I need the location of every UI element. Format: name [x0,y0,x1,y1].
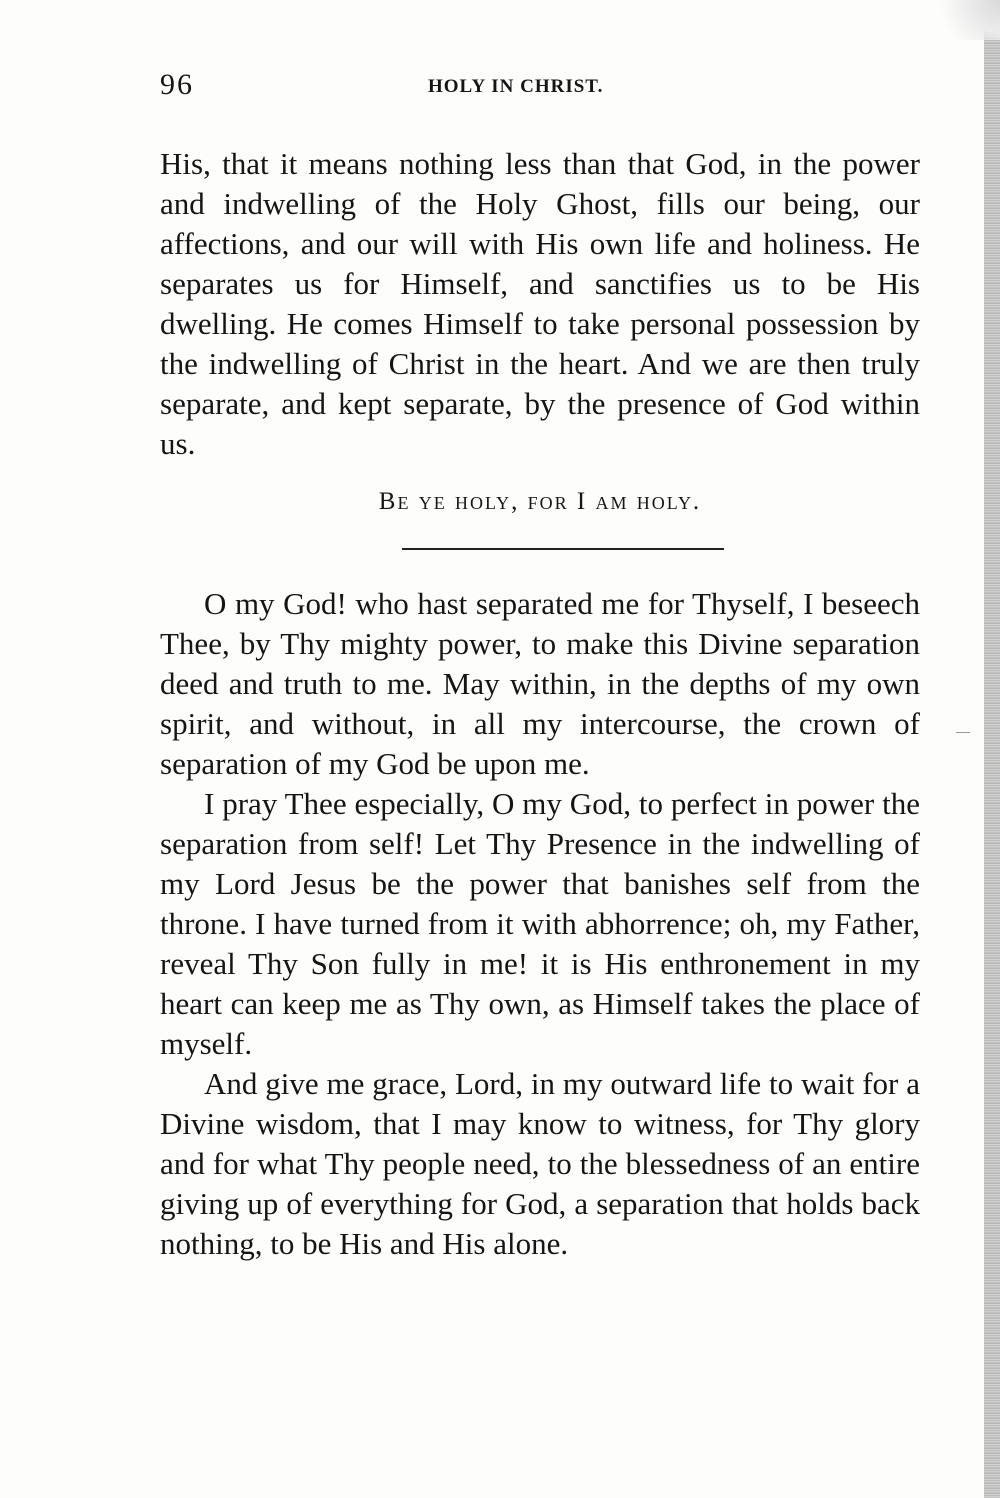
section-divider [402,548,724,550]
prayer-paragraph-3: And give me grace, Lord, in my outward life to wait for a Divine wisdom, that I may know to witness, for Thy glory and for what Thy people need, to the blessedness of an entire giving up of everything for God, a separation that holds back nothing, to be His and His alone. [160,1066,920,1261]
opening-paragraph: His, that it means nothing less than that God, in the power and indwelling of the Holy Ghost, fills our being, our affections, and our will with His own life and holiness. He separates us for Himself, and sanctifies us to be His dwelling. He comes Himself to take personal possession by the indwelling of Christ in the heart. And we are then truly separate, and kept separate, by the presence of God within us. [160,146,920,461]
page-edge-shadow [984,0,1000,1498]
margin-mark [956,732,970,733]
motto: Be ye holy, for I am holy. [378,488,702,515]
running-title: HOLY IN CHRIST. [428,76,604,97]
prayer-paragraph-2: I pray Thee especially, O my God, to perfect in power the separation from self! Let Thy Presence in the indwelling of my Lord Jesus be the power that banishes self from the throne. I have turned from it with abhorrence; oh, my Father, reveal Thy Son fully in me! it is His enthronement in my heart can keep me as Thy own, as Himself takes the place of myself. [160,786,920,1061]
prayer-text-block [160,584,920,1264]
prayer-paragraph-1: O my God! who hast separated me for Thyself, I beseech Thee, by Thy mighty power, to make this Divine separation deed and truth to me. May within, in the depths of my own spirit, and without, in all my intercourse, the crown of separation of my God be upon me. [160,586,920,781]
page-number: 96 [160,68,194,101]
opening-text-block [160,144,920,464]
page-header [160,68,920,108]
page-corner-speckle [930,0,1000,40]
